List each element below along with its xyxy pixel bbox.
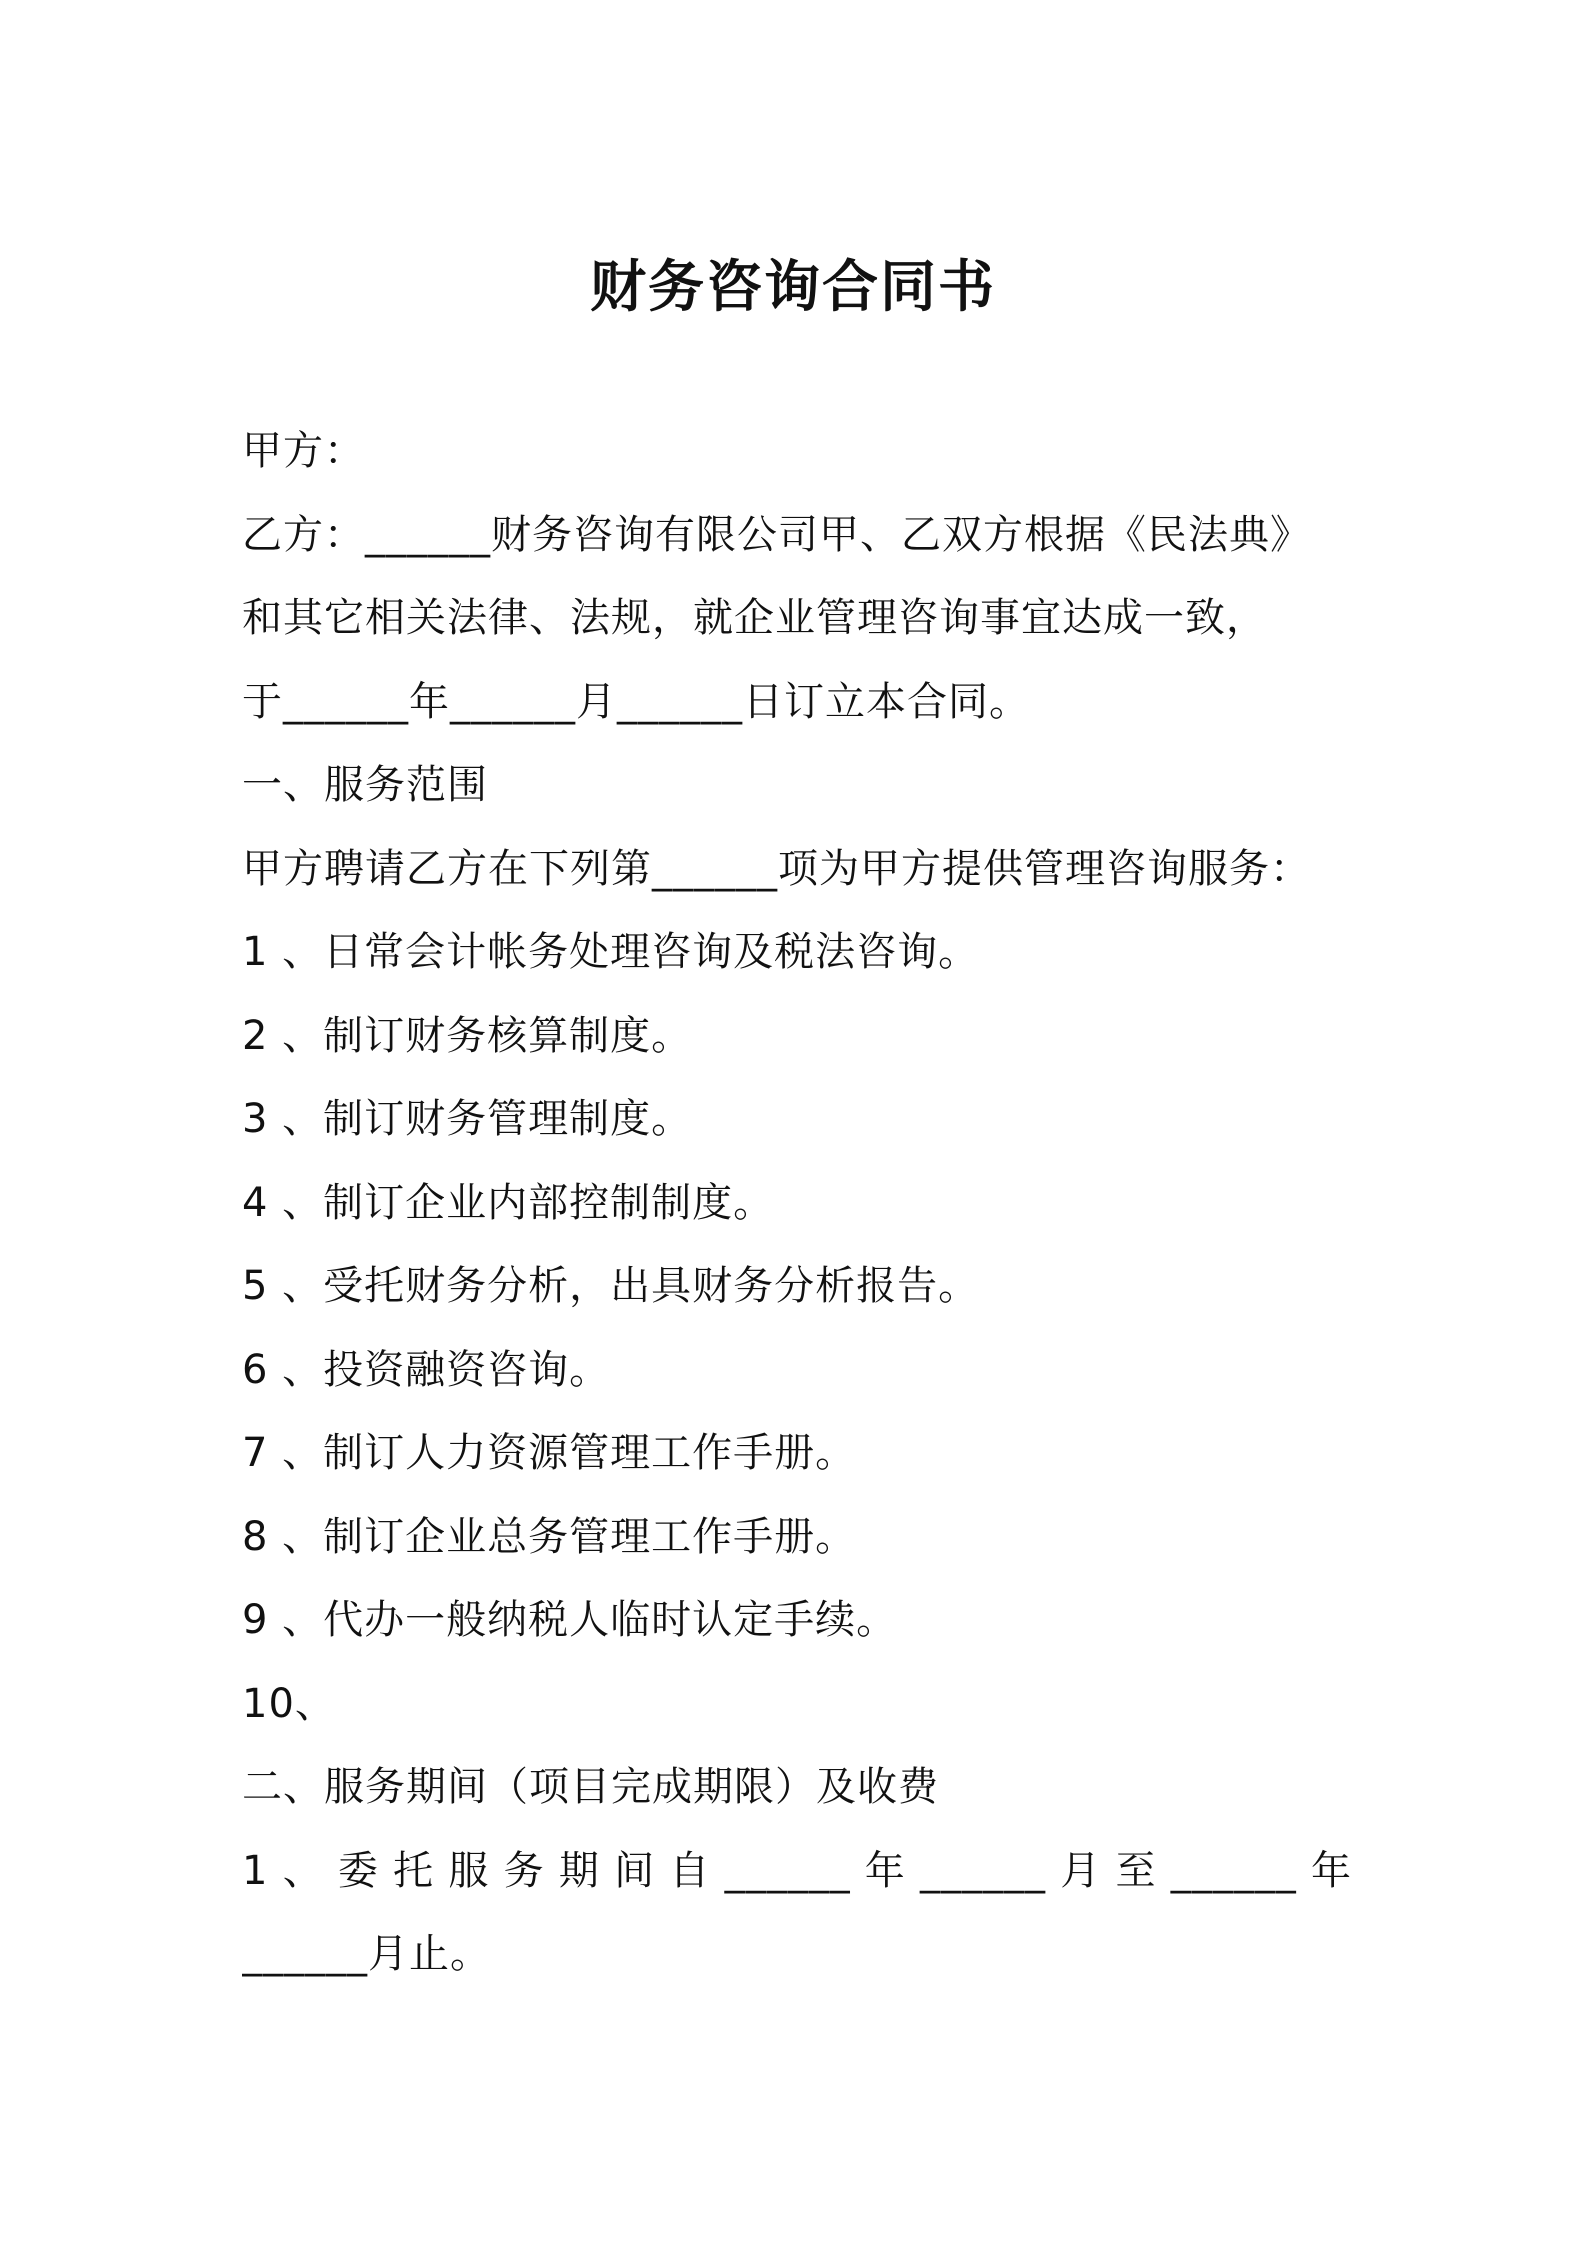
party-a-line: 甲方：: [242, 428, 365, 474]
term-line-end: ______月止。: [242, 1931, 491, 1977]
term-part: 1: [242, 1847, 269, 1894]
term-part: 月: [1060, 1847, 1102, 1894]
preamble-line: 和其它相关法律、法规，就企业管理咨询事宜达成一致，: [242, 595, 1267, 641]
list-item: 7 、制订人力资源管理工作手册。: [242, 1430, 857, 1476]
term-part: 年: [864, 1847, 906, 1894]
term-part: 间: [614, 1847, 656, 1894]
list-item: 2 、制订财务核算制度。: [242, 1012, 693, 1059]
document-title: 财务咨询合同书: [590, 255, 996, 320]
term-blank: ______: [1170, 1847, 1297, 1894]
list-item: 9 、代办一般纳税人临时认定手续。: [242, 1597, 898, 1643]
party-b-line: 乙方：______财务咨询有限公司甲、乙双方根据《民法典》: [242, 511, 1311, 558]
term-part: 、: [282, 1847, 324, 1894]
document-body: [242, 410, 1352, 1997]
list-item: 4 、制订企业内部控制制度。: [242, 1179, 775, 1226]
section-heading-term: 二、服务期间（项目完成期限）及收费: [242, 1764, 939, 1810]
term-part: 服: [448, 1847, 490, 1894]
list-item: 1 、日常会计帐务处理咨询及税法咨询。: [242, 929, 980, 975]
term-part: 年: [1310, 1847, 1352, 1894]
term-part: 自: [669, 1847, 711, 1894]
term-part: 务: [503, 1847, 545, 1894]
term-part: 至: [1115, 1847, 1157, 1894]
list-item: 8 、制订企业总务管理工作手册。: [242, 1513, 857, 1560]
term-part: 委: [337, 1847, 379, 1894]
list-item: 3 、制订财务管理制度。: [242, 1096, 693, 1142]
term-line: [242, 1830, 1352, 1914]
list-item: 10、: [242, 1680, 336, 1727]
term-blank: ______: [724, 1847, 851, 1894]
date-line: 于______年______月______日订立本合同。: [242, 678, 1030, 725]
section-heading-scope: 一、服务范围: [242, 762, 488, 808]
term-blank: ______: [920, 1847, 1047, 1894]
term-part: 托: [393, 1847, 435, 1894]
list-item: 6 、投资融资咨询。: [242, 1346, 611, 1393]
term-part: 期: [558, 1847, 600, 1894]
scope-intro-line: 甲方聘请乙方在下列第______项为甲方提供管理咨询服务：: [242, 845, 1311, 892]
list-item: 5 、受托财务分析，出具财务分析报告。: [242, 1263, 980, 1309]
